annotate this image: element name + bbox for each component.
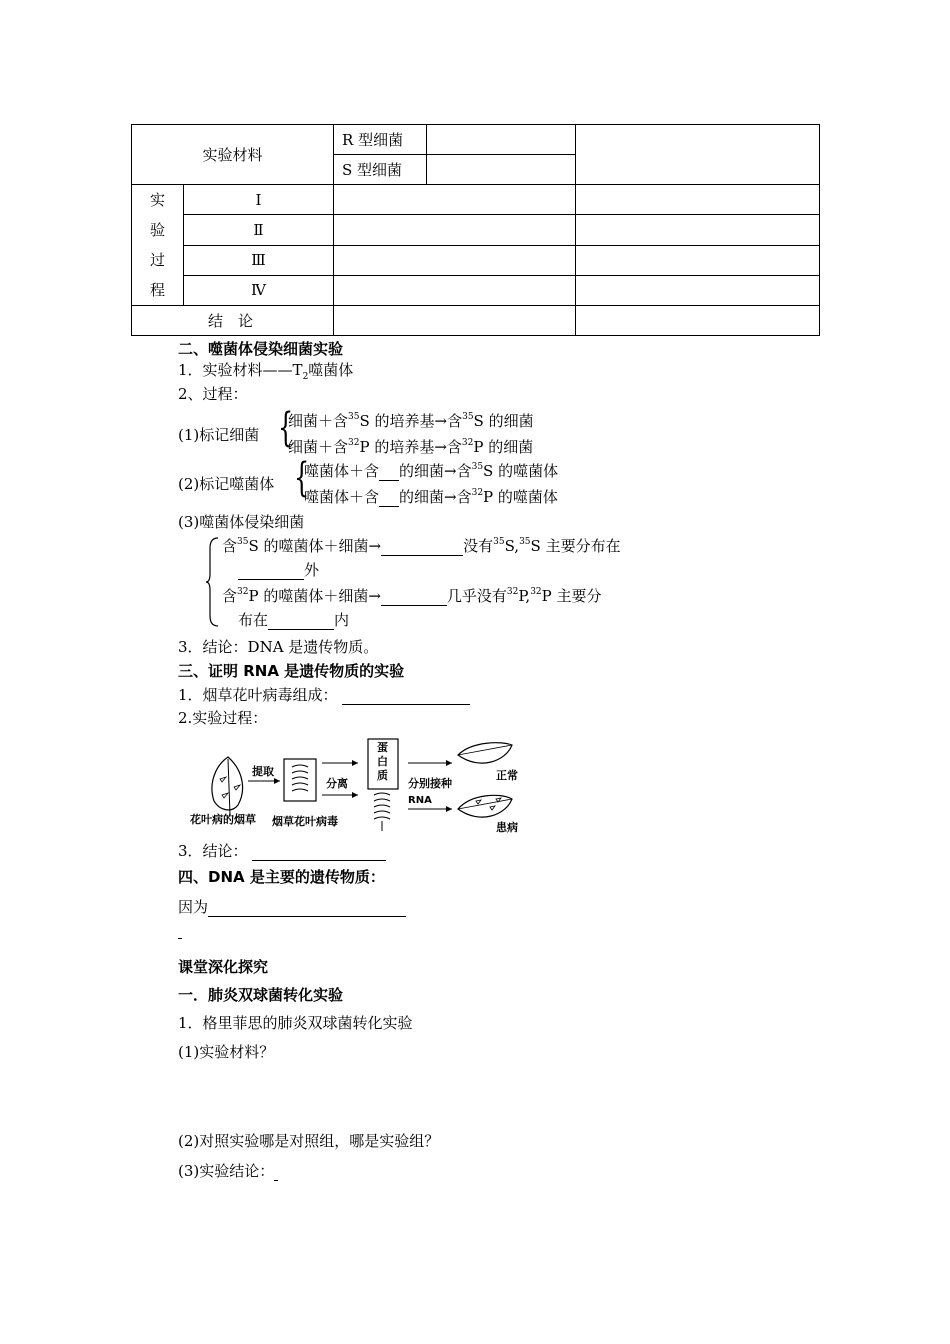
- step-4-result-cell[interactable]: [576, 275, 820, 305]
- section-3-title: 三、证明 RNA 是遗传物质的实验: [178, 662, 405, 680]
- blank[interactable]: [381, 591, 447, 606]
- blank[interactable]: [238, 565, 304, 580]
- process-char: 实: [149, 191, 165, 209]
- deep-subtitle: 一．肺炎双球菌转化实验: [178, 986, 344, 1004]
- p3-brace: [206, 536, 220, 628]
- process-char: 验: [149, 221, 165, 239]
- p2-brace: {: [294, 455, 310, 501]
- virus-coil-icon: [284, 759, 316, 801]
- s-type-cell[interactable]: [427, 155, 576, 185]
- sec2-item2: 2、过程：: [178, 385, 248, 403]
- inoculate-label: 分别接种: [408, 777, 452, 790]
- material-notes-cell[interactable]: [576, 125, 820, 185]
- sec4-because: 因为: [178, 896, 406, 917]
- step-2-result-cell[interactable]: [576, 215, 820, 245]
- blank[interactable]: [252, 846, 386, 861]
- step-3-cell[interactable]: [334, 245, 576, 275]
- blank[interactable]: [342, 690, 470, 705]
- deep-item1: 1．格里菲思的肺炎双球菌转化实验: [178, 1014, 413, 1032]
- deep-title: 课堂深化探究: [178, 958, 269, 976]
- p2-label: (2)标记噬菌体: [178, 475, 275, 493]
- p3-label: (3)噬菌体侵染细菌: [178, 513, 305, 531]
- p1-line1: 细菌＋含$^{35}$S 的培养基→含$^{35}$S 的细菌: [288, 412, 534, 430]
- step-3-label: Ⅲ: [184, 245, 334, 275]
- sec3-item1: 1．烟草花叶病毒组成：: [178, 684, 470, 705]
- sec2-item1: 1．实验材料$——T_2$噬菌体: [178, 361, 354, 382]
- sec3-item2: 2.实验过程：: [178, 709, 268, 727]
- experiment-table: [131, 124, 820, 336]
- step-4-label: Ⅳ: [184, 275, 334, 305]
- step-2-label: Ⅱ: [184, 215, 334, 245]
- separate-label: 分离: [326, 777, 348, 790]
- step-4-cell[interactable]: [334, 275, 576, 305]
- conclusion-extra-cell[interactable]: [576, 306, 820, 336]
- conclusion-label: 结 论: [132, 306, 334, 336]
- p3-line3: 含$^{32}$P 的噬菌体＋细菌→ 几乎没有$^{32}$P,$^{32}$P 主要分: [222, 587, 602, 605]
- process-char: 过: [149, 251, 165, 269]
- step-1-result-cell[interactable]: [576, 185, 820, 215]
- r-type-cell[interactable]: [427, 125, 576, 155]
- blank[interactable]: [208, 902, 406, 917]
- sick-leaf-icon: [458, 795, 512, 817]
- extract-label: 提取: [252, 765, 274, 778]
- blank[interactable]: [274, 1166, 278, 1181]
- sick-label: 患病: [496, 821, 518, 834]
- step-1-label: Ⅰ: [184, 185, 334, 215]
- deep-q1: (1)实验材料？: [178, 1043, 275, 1061]
- sec3-item3: 3．结论：: [178, 840, 386, 861]
- rna-experiment-diagram: [190, 735, 530, 835]
- step-1-cell[interactable]: [334, 185, 576, 215]
- p2-line1: 噬菌体＋含 的细菌→含$^{35}$S 的噬菌体: [304, 462, 559, 480]
- divider-mark: [178, 938, 182, 939]
- p1-label: (1)标记细菌: [178, 426, 260, 444]
- p3-line4: 布在 内: [238, 611, 350, 629]
- tobacco-leaf-icon: [212, 757, 243, 815]
- rna-label: RNA: [408, 795, 432, 806]
- blank[interactable]: [381, 541, 463, 556]
- blank[interactable]: [379, 492, 399, 507]
- material-label: 实验材料: [132, 125, 334, 185]
- process-label: [132, 185, 184, 306]
- leaf-label: 花叶病的烟草: [190, 813, 256, 826]
- step-2-cell[interactable]: [334, 215, 576, 245]
- blank[interactable]: [268, 615, 334, 630]
- normal-leaf-icon: [458, 743, 512, 763]
- section-4-title: 四、DNA 是主要的遗传物质：: [178, 868, 385, 886]
- blank[interactable]: [379, 466, 399, 481]
- rna-coil-icon: [374, 793, 390, 831]
- deep-q2: (2)对照实验哪是对照组，哪是实验组？: [178, 1132, 440, 1150]
- deep-q3: (3)实验结论：: [178, 1160, 278, 1181]
- p1-brace: {: [278, 405, 294, 451]
- section-2-title: 二、噬菌体侵染细菌实验: [178, 340, 344, 358]
- step-3-result-cell[interactable]: [576, 245, 820, 275]
- virus-label: 烟草花叶病毒: [272, 815, 338, 828]
- p1-line2: 细菌＋含$^{32}$P 的培养基→含$^{32}$P 的细菌: [288, 438, 534, 456]
- protein-label: 蛋 白 质: [377, 741, 388, 782]
- sec2-item3: 3．结论：DNA 是遗传物质。: [178, 638, 379, 656]
- p3-line2: 外: [238, 559, 319, 580]
- process-char: 程: [149, 281, 165, 299]
- p3-line1: 含$^{35}$S 的噬菌体＋细菌→ 没有$^{35}$S,$^{35}$S 主要分布在: [222, 537, 621, 555]
- conclusion-cell[interactable]: [334, 306, 576, 336]
- normal-label: 正常: [496, 769, 518, 782]
- s-type-label: S 型细菌: [334, 155, 427, 185]
- r-type-label: R 型细菌: [334, 125, 427, 155]
- p2-line2: 噬菌体＋含 的细菌→含$^{32}$P 的噬菌体: [304, 488, 558, 506]
